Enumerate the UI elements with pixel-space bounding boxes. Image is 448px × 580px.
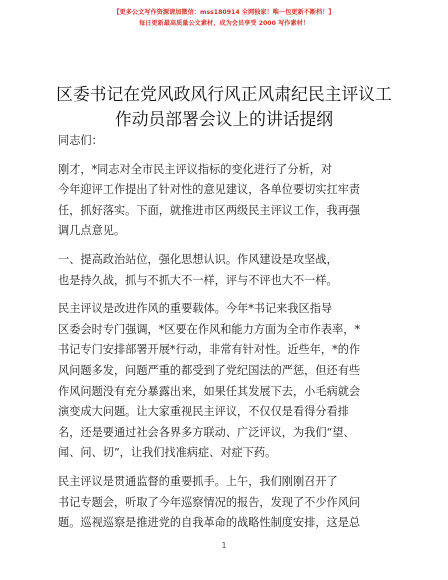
text-line: 民主评议是改进作风的重要载体。今年*书记来我区指导 <box>58 302 333 316</box>
text-line: 题。巡视巡察是推进党的自我革命的战略性制度安排，这是总 <box>58 516 361 530</box>
text-line: 同志们： <box>58 134 103 147</box>
title-line: 区委书记在党风政风行风正风肃纪民主评议工 <box>56 84 392 104</box>
text-line: 一、提高政治站位，强化思想认识。作风建设是攻坚战， <box>58 252 338 266</box>
paragraph <box>58 160 394 242</box>
promo-line: 【更多公文写作资源请加微信：mss180914 全网独家！唯一包更新不断档！】 <box>113 9 335 16</box>
paragraph <box>58 472 394 534</box>
paragraph <box>58 299 394 464</box>
text-line: 今年迎评工作提出了针对性的意见建议，各单位要切实扛牢责 <box>58 183 361 197</box>
page-number: 1 <box>221 541 227 550</box>
text-line: 书记专题会，听取了今年巡察情况的报告，发现了不少作风问 <box>58 495 361 509</box>
text-line: 任，抓好落实。下面，就推进市区两级民主评议工作，我再强 <box>58 203 361 217</box>
document-title <box>48 82 400 132</box>
text-line: 闻、问、切”，让我们找准病症、对症下药。 <box>58 446 277 460</box>
text-line: 调几点意见。 <box>58 224 126 238</box>
section-heading-paragraph <box>58 250 394 291</box>
text-line: 演变成大问题。让大家重视民主评议，不仅仅是看得分看排 <box>58 405 349 419</box>
promo-line: 每日更新最高质量公文素材，成为会员享受 2000 写作素材！ <box>138 20 310 27</box>
text-line: 风问题多发，问题严重的都受到了党纪国法的严惩，但还有些 <box>58 363 361 377</box>
document-body <box>58 131 394 542</box>
salutation <box>58 131 394 152</box>
promo-banner <box>0 7 448 29</box>
text-line: 名，还是要通过社会各界多方联动、广泛评议，为我们“望、 <box>58 425 355 439</box>
text-line: 民主评议是贯通监督的重要抓手。上午，我们刚刚召开了 <box>58 474 338 488</box>
text-line: 区委会时专门强调，*区要在作风和能力方面为全市作表率，* <box>58 322 361 336</box>
text-line: 也是持久战，抓与不抓大不一样，评与不评也大不一样。 <box>58 273 338 287</box>
text-line: 刚才，*同志对全市民主评议指标的变化进行了分析，对 <box>58 162 333 176</box>
text-line: 作风问题没有充分暴露出来，如果任其发展下去，小毛病就会 <box>58 384 361 398</box>
text-line: 书记专门安排部署开展*行动，非常有针对性。近些年，*的作 <box>58 343 361 357</box>
title-line: 作动员部署会议上的讲话提纲 <box>114 109 334 129</box>
